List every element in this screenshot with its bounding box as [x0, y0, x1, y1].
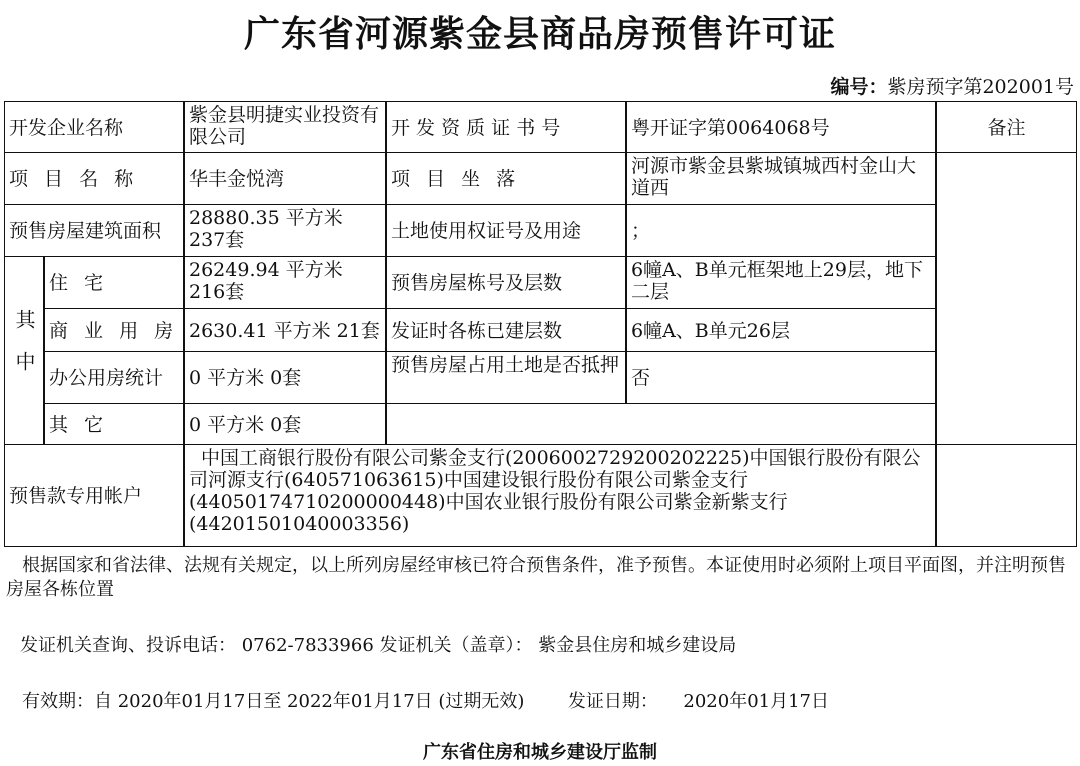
- authority-label: 发证机关（盖章）：: [379, 635, 533, 656]
- project-name-label: [4, 152, 184, 206]
- mortgage-label: 预售房屋占用土地是否抵押: [386, 351, 626, 405]
- commercial-label-text: 商 业 用 房: [49, 319, 179, 342]
- certificate-number-value: 紫房预字第202001号: [887, 76, 1074, 98]
- built-floors-label: 发证时各栋已建层数: [386, 308, 626, 353]
- certificate-number-label: 编号：: [830, 76, 888, 98]
- other-label: [44, 403, 184, 446]
- residential-label: [44, 256, 184, 310]
- mortgage-value: 否: [626, 351, 936, 405]
- residential-label-text: 住 宅: [49, 272, 109, 294]
- certificate-number: [830, 72, 1074, 99]
- validity-value: 自 2020年01月17日至 2022年01月17日 (过期无效): [94, 691, 525, 712]
- other-label-text: 其 它: [49, 413, 109, 436]
- qualification-value: 粤开证字第0064068号: [626, 101, 936, 154]
- developer-label: 开发企业名称: [4, 101, 184, 154]
- account-remarks-cell: [936, 444, 1077, 547]
- of-which-label-text: 其中: [12, 309, 36, 393]
- presale-area-value: 28880.35 平方米 237套: [184, 204, 386, 258]
- supervisor-footer: 广东省住房和城乡建设厅监制: [423, 742, 657, 763]
- issue-date-label: 发证日期：: [567, 691, 658, 712]
- developer-value: 紫金县明捷实业投资有限公司: [184, 101, 386, 154]
- account-value: 中国工商银行股份有限公司紫金支行(2006002729200202225)中国银行股份有限公司河源支行(640571063615)中国建设银行股份有限公司紫金支行(44050174710200000448)中国农业银行股份有限公司紫金新紫支行(44201501040003356): [184, 444, 936, 547]
- phone-value: 0762-7833966: [241, 635, 374, 656]
- project-name-label-text: 项 目 名 称: [9, 168, 139, 190]
- commercial-value: 2630.41 平方米 21套: [184, 308, 386, 353]
- phone-label: 发证机关查询、投诉电话：: [20, 635, 236, 656]
- project-name-value: 华丰金悦湾: [184, 152, 386, 206]
- other-blank-cell: [386, 403, 936, 446]
- commercial-label: [44, 308, 184, 353]
- remarks-cell: [936, 152, 1077, 446]
- building-floors-label: 预售房屋栋号及层数: [386, 256, 626, 310]
- location-label-text: 项 目 坐 落: [391, 168, 521, 190]
- office-value: 0 平方米 0套: [184, 351, 386, 405]
- building-floors-value: 6幢A、B单元框架地上29层，地下二层: [626, 256, 936, 310]
- validity-line: [22, 690, 1080, 714]
- qualification-label: 开 发 资 质 证 书 号: [386, 101, 626, 154]
- presale-area-label: 预售房屋建筑面积: [4, 204, 184, 258]
- account-label: 预售款专用帐户: [4, 444, 184, 547]
- land-cert-value: ；: [626, 204, 936, 258]
- location-label: [386, 152, 626, 206]
- land-cert-label: 土地使用权证号及用途: [386, 204, 626, 258]
- issue-date-value: 2020年01月17日: [683, 691, 830, 712]
- office-label: 办公用房统计: [44, 351, 184, 405]
- of-which-label: [4, 256, 44, 446]
- built-floors-value: 6幢A、B单元26层: [626, 308, 936, 353]
- contact-line: [20, 634, 1080, 658]
- authority-value: 紫金县住房和城乡建设局: [538, 635, 737, 656]
- validity-label: 有效期：: [22, 691, 94, 712]
- location-value: 河源市紫金县紫城镇城西村金山大道西: [626, 152, 936, 206]
- other-value: 0 平方米 0套: [184, 403, 386, 446]
- residential-value: 26249.94 平方米 216套: [184, 256, 386, 310]
- certificate-table: [4, 101, 1077, 547]
- statement-text: 根据国家和省法律、法规有关规定，以上所列房屋经审核已符合预售条件，准予预售。本证使用时必须附上项目平面图，并注明预售房屋各栋位置: [6, 555, 1066, 600]
- document-title: 广东省河源紫金县商品房预售许可证: [243, 13, 836, 55]
- remarks-label: 备注: [936, 101, 1077, 154]
